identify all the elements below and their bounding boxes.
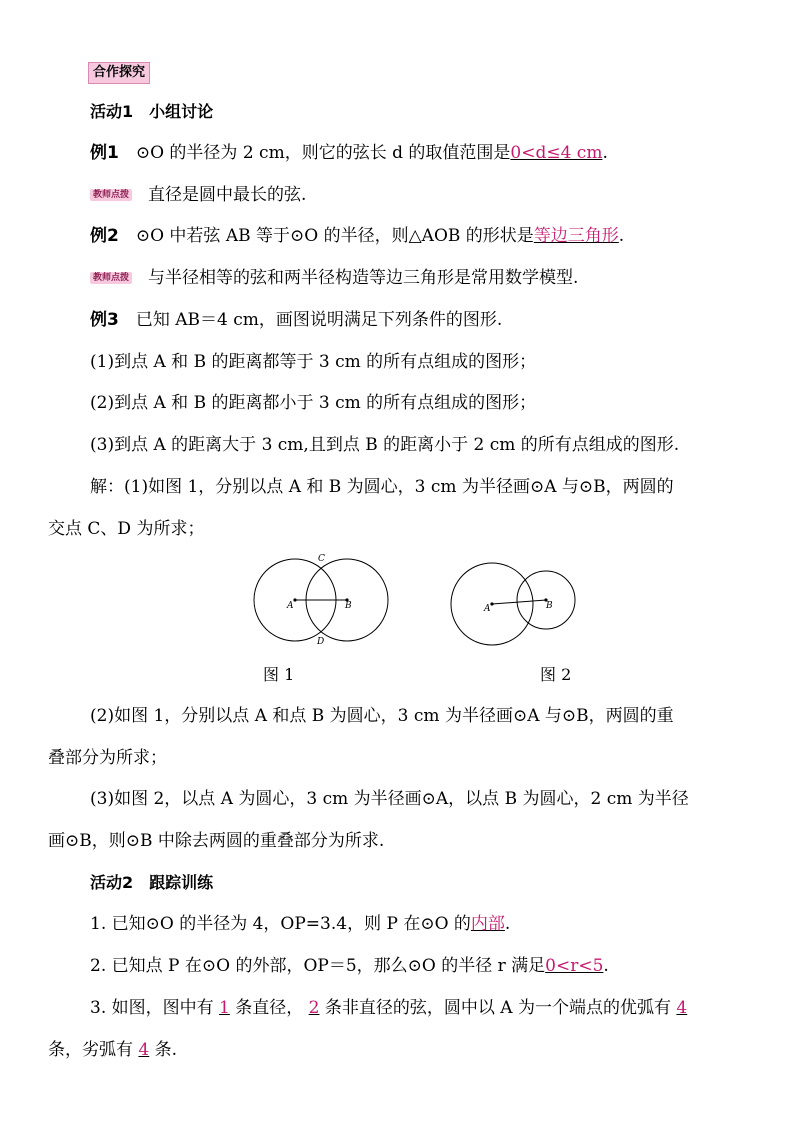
label-d: D	[317, 637, 325, 647]
example-2-answer: 等边三角形	[533, 226, 619, 246]
question-3-answer-3: 4	[676, 998, 688, 1018]
example-3-item-3: (3)到点 A 的距离大于 3 cm,且到点 B 的距离小于 2 cm 的所有点组成的图形.	[90, 435, 680, 455]
figure-1-caption: 图 1	[263, 665, 295, 684]
figure-1	[245, 548, 395, 648]
teacher-tip-badge: 教师点拨	[90, 272, 132, 284]
example-3-item-2: (2)到点 A 和 B 的距离都小于 3 cm 的所有点组成的图形；	[90, 393, 537, 413]
example-3-text: 已知 AB＝4 cm，画图说明满足下列条件的图形.	[135, 310, 503, 330]
question-3-continued: 条，劣弧有 4 条.	[48, 1040, 178, 1060]
example-2-text: ⊙O 中若弦 AB 等于⊙O 的半径，则△AOB 的形状是	[135, 226, 534, 246]
point-a	[293, 598, 296, 601]
section-tag: 合作探究	[88, 62, 150, 84]
example-3-item-1: (1)到点 A 和 B 的距离都等于 3 cm 的所有点组成的图形；	[90, 352, 537, 372]
question-2-text: 2. 已知点 P 在⊙O 的外部，OP＝5，那么⊙O 的半径 r 满足	[90, 956, 546, 976]
question-3-answer-2: 2	[308, 998, 320, 1018]
teacher-tip-1	[90, 183, 306, 207]
example-3-label: 例3	[90, 310, 119, 330]
question-2: 2. 已知点 P 在⊙O 的外部，OP＝5，那么⊙O 的半径 r 满足0<r<5.	[90, 956, 609, 976]
label-b: B	[546, 601, 553, 611]
example-1-text: ⊙O 的半径为 2 cm，则它的弦长 d 的取值范围是	[135, 143, 511, 163]
teacher-tip-badge: 教师点拨	[90, 189, 132, 201]
example-2: 例2 ⊙O 中若弦 AB 等于⊙O 的半径，则△AOB 的形状是等边三角形.	[90, 226, 625, 246]
solution-line-2: 交点 C、D 为所求；	[48, 519, 205, 539]
activity1-title: 活动1 小组讨论	[90, 102, 214, 121]
solution-line-6: 画⊙B，则⊙B 中除去两圆的重叠部分为所求.	[48, 831, 385, 851]
teacher-tip-2-text: 与半径相等的弦和两半径构造等边三角形是常用数学模型.	[148, 268, 579, 288]
label-c: C	[318, 554, 325, 564]
solution-line-3: (2)如图 1，分别以点 A 和点 B 为圆心，3 cm 为半径画⊙A 与⊙B，两圆的重	[90, 706, 674, 726]
example-2-label: 例2	[90, 226, 119, 246]
solution-line-4: 叠部分为所求；	[48, 748, 167, 768]
figure-2	[440, 548, 580, 648]
question-3-answer-4: 4	[138, 1040, 150, 1060]
question-1: 1. 已知⊙O 的半径为 4，OP=3.4，则 P 在⊙O 的内部.	[90, 914, 511, 934]
example-1-answer: 0<d≤4 cm	[510, 143, 603, 163]
example-1: 例1 ⊙O 的半径为 2 cm，则它的弦长 d 的取值范围是0<d≤4 cm.	[90, 143, 608, 163]
solution-line-1: 解：(1)如图 1，分别以点 A 和 B 为圆心，3 cm 为半径画⊙A 与⊙B，两圆的	[90, 477, 674, 497]
question-1-answer: 内部	[470, 914, 505, 934]
figure-2-caption: 图 2	[540, 665, 572, 684]
point-a	[490, 602, 493, 605]
label-a: A	[287, 601, 294, 611]
teacher-tip-1-text: 直径是圆中最长的弦.	[148, 185, 307, 205]
question-3: 3. 如图，图中有 1 条直径， 2 条非直径的弦，圆中以 A 为一个端点的优弧有 4	[90, 998, 688, 1018]
label-a: A	[484, 604, 491, 614]
example-3	[90, 308, 502, 332]
segment-ab	[492, 600, 546, 604]
question-3-answer-1: 1	[219, 998, 230, 1018]
question-2-answer: 0<r<5	[545, 956, 604, 976]
activity2-title: 活动2 跟踪训练	[90, 873, 214, 892]
solution-line-5: (3)如图 2，以点 A 为圆心，3 cm 为半径画⊙A，以点 B 为圆心，2 cm 为半径	[90, 789, 689, 809]
label-b: B	[345, 601, 352, 611]
question-1-text: 1. 已知⊙O 的半径为 4，OP=3.4，则 P 在⊙O 的	[90, 914, 471, 934]
example-1-label: 例1	[90, 143, 119, 163]
teacher-tip-2	[90, 266, 578, 290]
